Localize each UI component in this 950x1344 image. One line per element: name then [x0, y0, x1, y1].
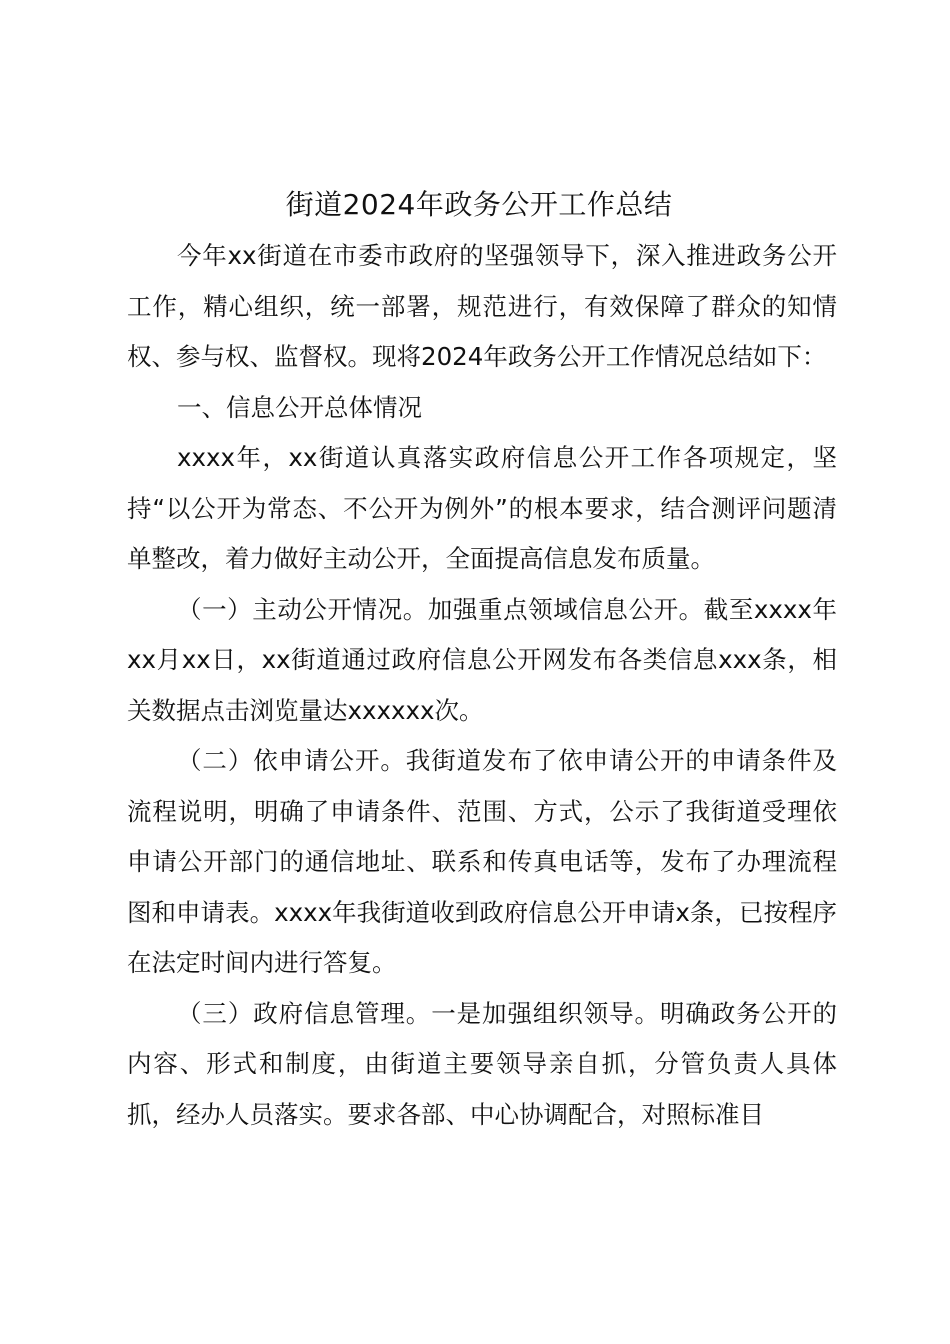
document-body	[127, 231, 837, 1140]
paragraph-information-management: （三）政府信息管理。一是加强组织领导。明确政务公开的内容、形式和制度，由街道主要领导亲自抓，分管负责人具体抓，经办人员落实。要求各部、中心协调配合，对照标准目	[127, 998, 837, 1129]
paragraph-intro: 今年xx街道在市委市政府的坚强领导下，深入推进政务公开工作，精心组织，统一部署，规范进行，有效保障了群众的知情权、参与权、监督权。现将2024年政务公开工作情况总结如下：	[127, 241, 837, 371]
document-title: 街道2024年政务公开工作总结	[285, 188, 673, 221]
paragraph-proactive-disclosure: （一）主动公开情况。加强重点领域信息公开。截至xxxx年xx月xx日，xx街道通过政府信息公开网发布各类信息xxx条，相关数据点击浏览量达xxxxxx次。	[127, 594, 837, 725]
section-heading-1: 一、信息公开总体情况	[177, 392, 422, 422]
paragraph-overview: xxxx年，xx街道认真落实政府信息公开工作各项规定，坚持“以公开为常态、不公开为例外”的根本要求，结合测评问题清单整改，着力做好主动公开，全面提高信息发布质量。	[127, 443, 837, 573]
paragraph-application-disclosure: （二）依申请公开。我街道发布了依申请公开的申请条件及流程说明，明确了申请条件、范围、方式，公示了我街道受理依申请公开部门的通信地址、联系和传真电话等，发布了办理流程图和申请表。xxxx年我街道收到政府信息公开申请x条，已按程序在法定时间内进行答复。	[127, 746, 837, 977]
